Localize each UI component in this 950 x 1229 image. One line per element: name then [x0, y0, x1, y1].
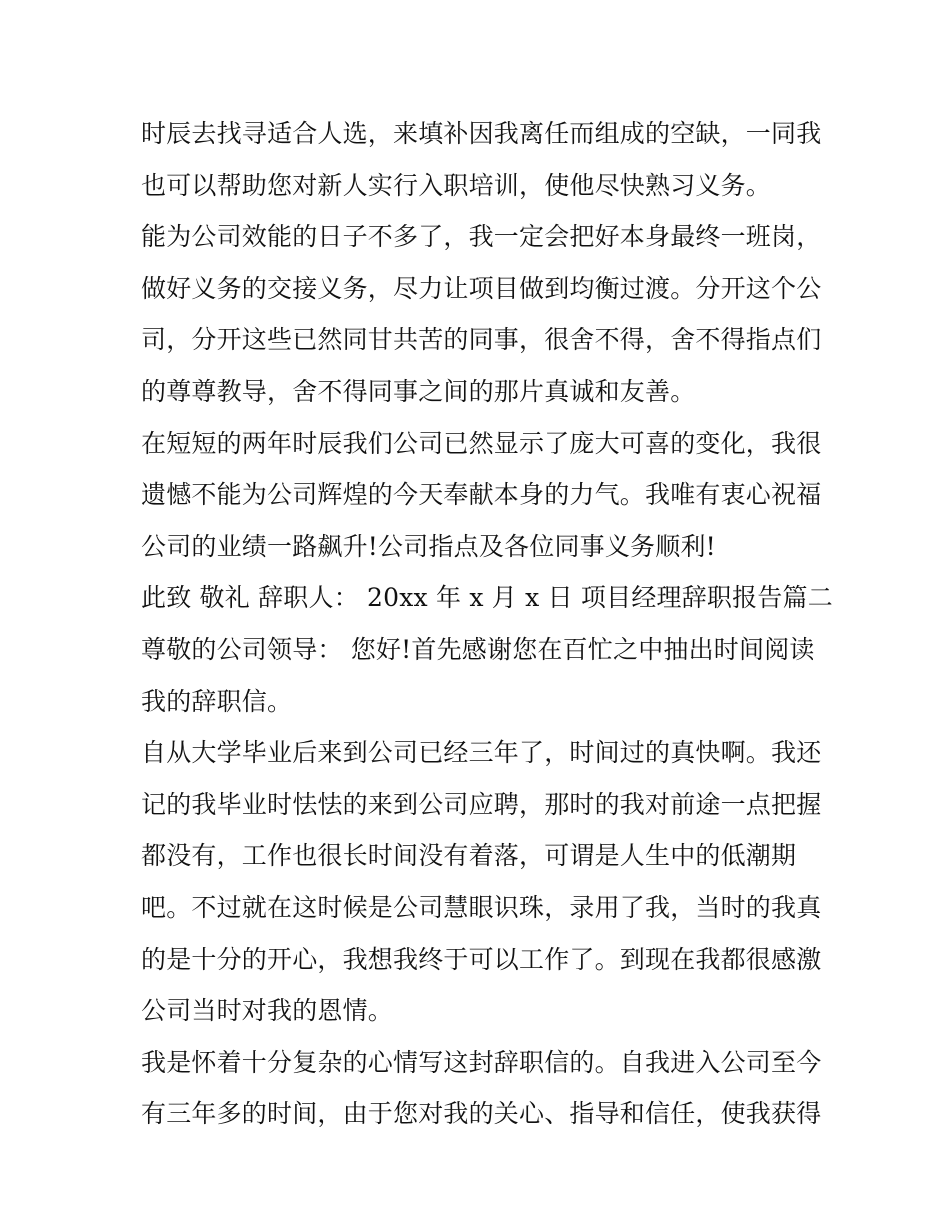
text-line: 能为公司效能的日子不多了，我一定会把好本身最终一班岗， — [141, 222, 822, 252]
text-line: 尊敬的公司领导： 您好!首先感谢您在百忙之中抽出时间阅读 — [141, 634, 815, 664]
document-body — [141, 108, 833, 1140]
text-line: 我是怀着十分复杂的心情写这封辞职信的。自我进入公司至今 — [141, 1047, 822, 1077]
text-line: 公司的业绩一路飙升!公司指点及各位同事义务顺利! — [141, 531, 716, 561]
text-line: 都没有，工作也很长时间没有着落，可谓是人生中的低潮期 — [141, 841, 797, 871]
text-line: 的尊尊教导，舍不得同事之间的那片真诚和友善。 — [141, 376, 696, 406]
text-line: 遗憾不能为公司辉煌的今天奉献本身的力气。我唯有衷心祝福 — [141, 480, 822, 510]
text-line: 吧。不过就在这时候是公司慧眼识珠，录用了我，当时的我真 — [141, 892, 822, 922]
text-line: 此致 敬礼 辞职人： 20xx 年 x 月 x 日 项目经理辞职报告篇二 — [141, 583, 833, 613]
text-line: 在短短的两年时辰我们公司已然显示了庞大可喜的变化，我很 — [141, 428, 822, 458]
text-line: 时辰去找寻适合人选，来填补因我离任而组成的空缺，一同我 — [141, 119, 822, 148]
text-line: 做好义务的交接义务，尽力让项目做到均衡过渡。分开这个公 — [141, 273, 822, 303]
text-line: 我的辞职信。 — [141, 686, 293, 716]
text-line: 记的我毕业时怯怯的来到公司应聘，那时的我对前途一点把握 — [141, 789, 822, 819]
text-line: 的是十分的开心，我想我终于可以工作了。到现在我都很感激 — [141, 944, 822, 974]
text-line: 也可以帮助您对新人实行入职培训，使他尽快熟习义务。 — [141, 170, 772, 200]
text-line: 自从大学毕业后来到公司已经三年了，时间过的真快啊。我还 — [141, 738, 822, 768]
text-line: 司，分开这些已然同甘共苦的同事，很舍不得，舍不得指点们 — [141, 325, 822, 355]
text-line: 有三年多的时间，由于您对我的关心、指导和信任，使我获得 — [141, 1099, 822, 1129]
text-line: 公司当时对我的恩情。 — [141, 996, 394, 1026]
